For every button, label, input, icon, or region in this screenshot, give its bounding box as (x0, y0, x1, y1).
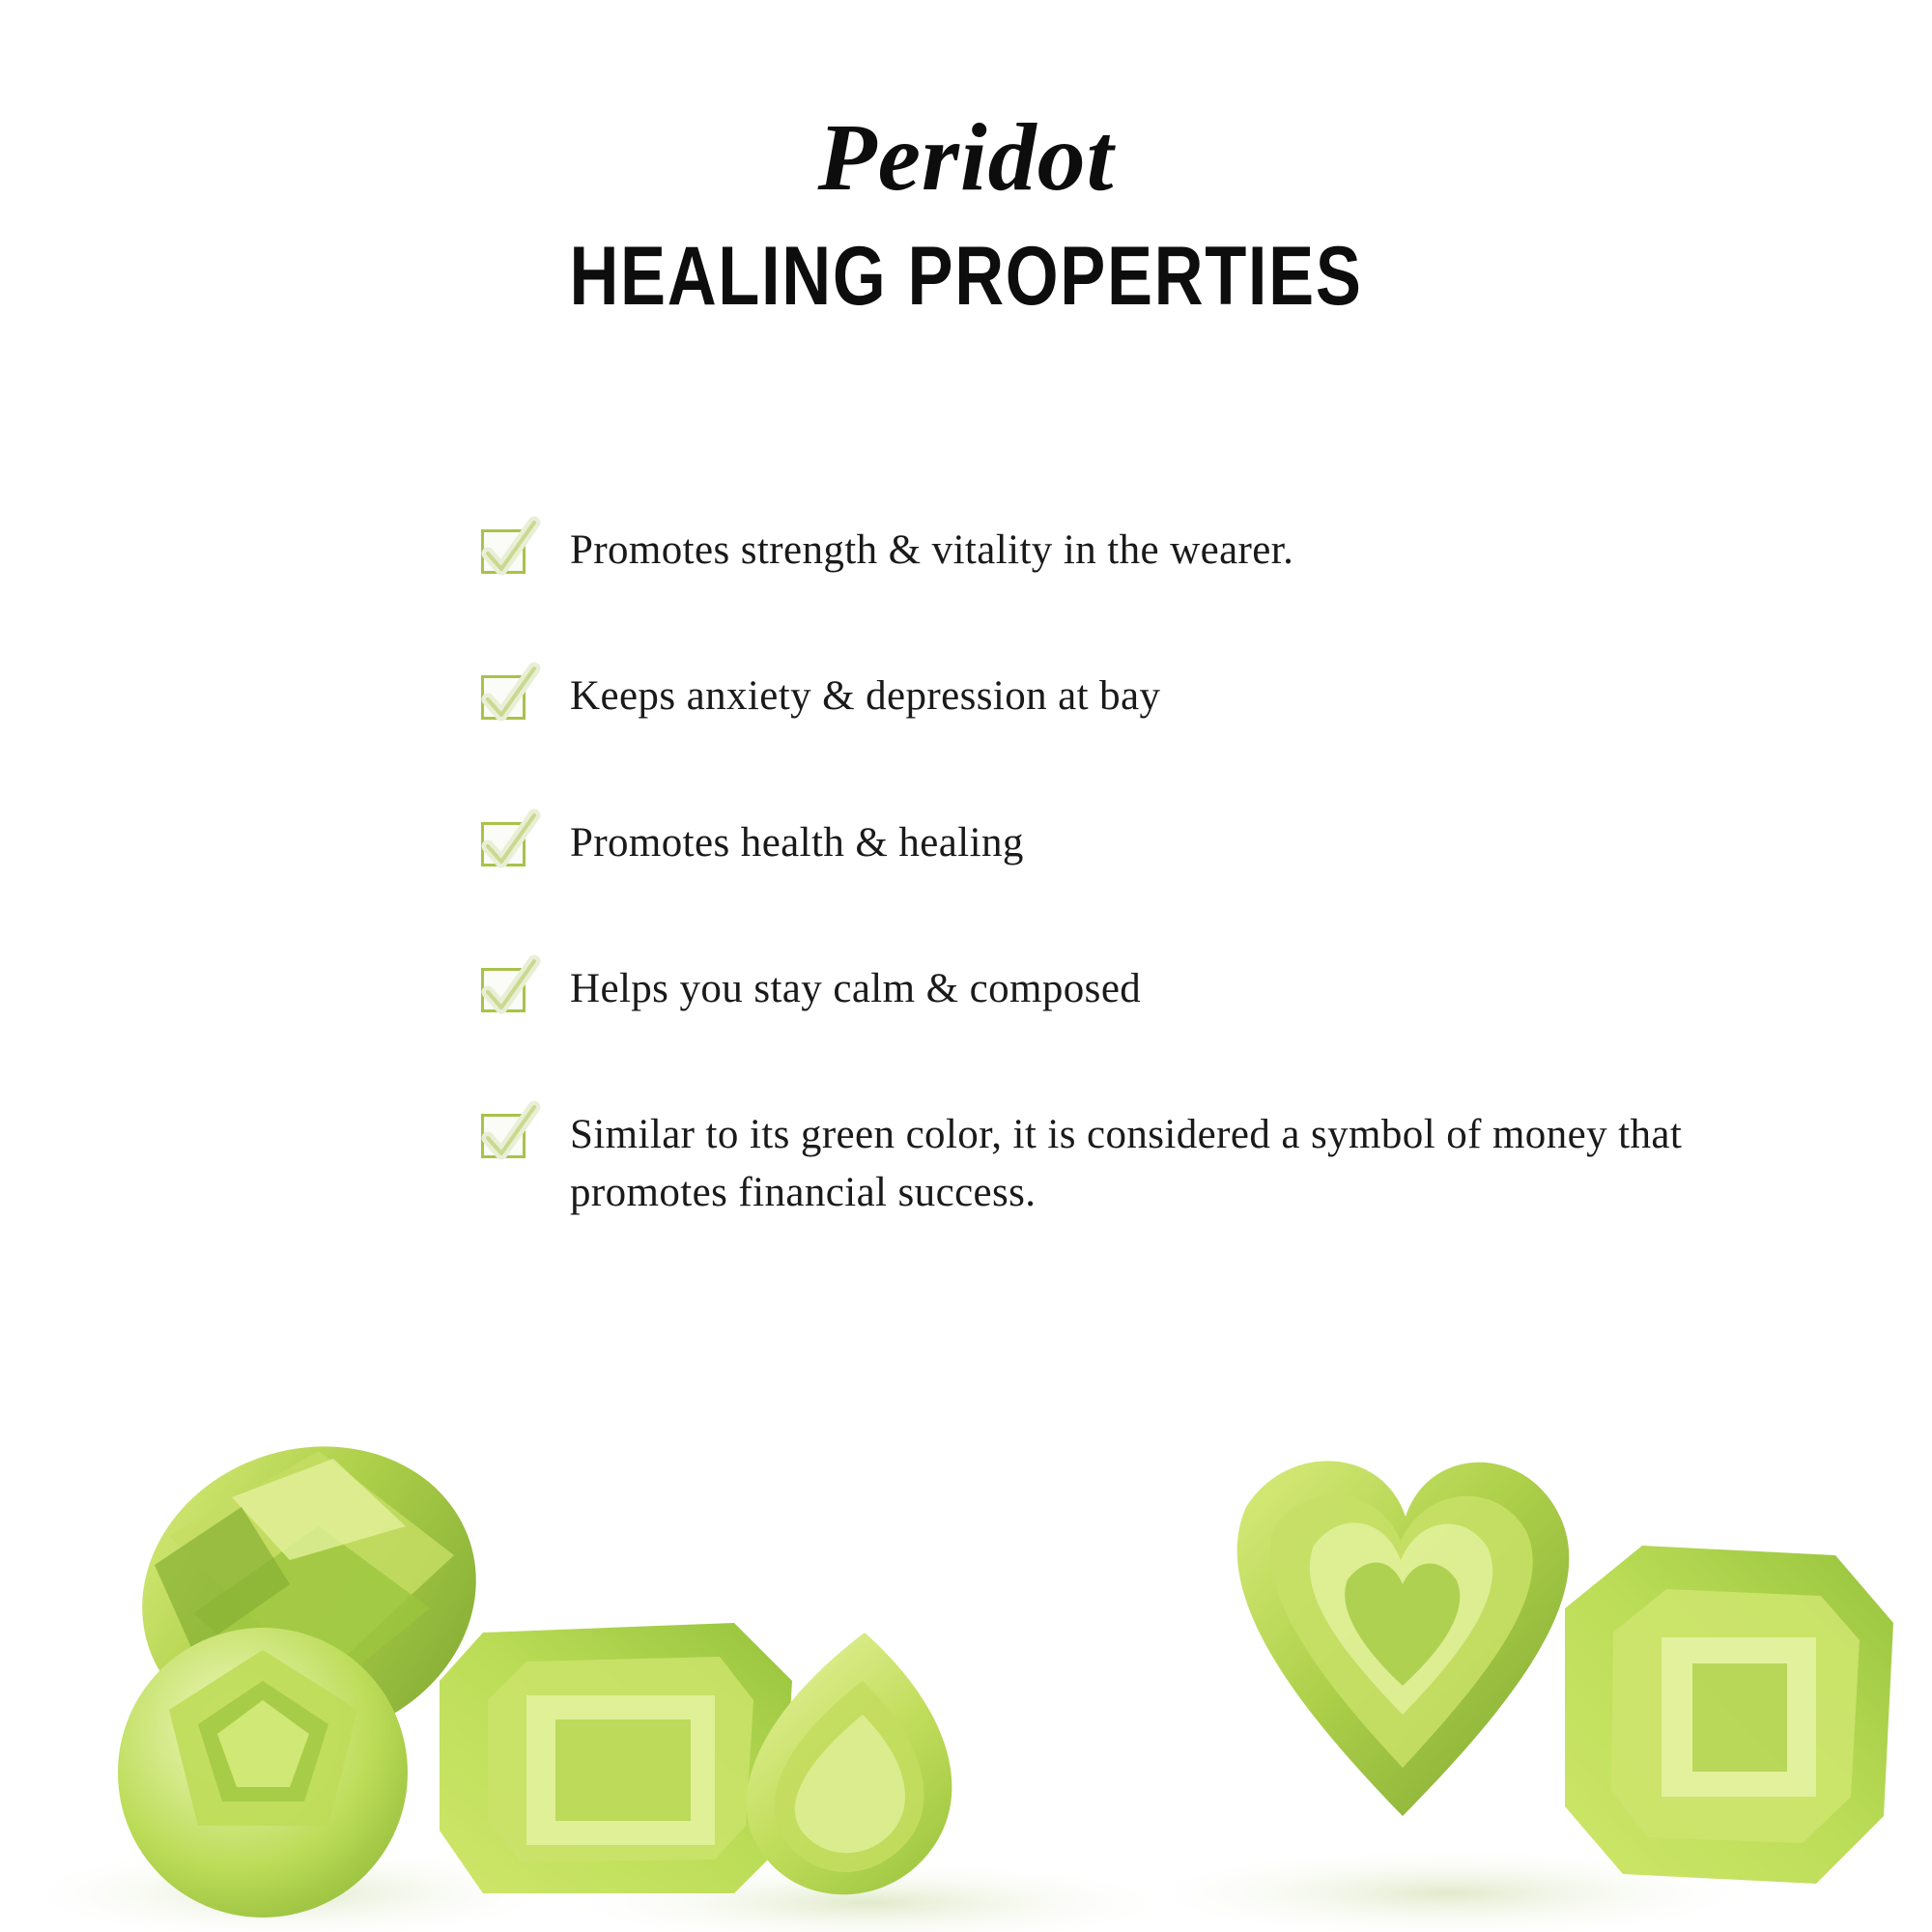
list-item (481, 522, 1795, 579)
peridot-gemstones-photo (0, 1391, 1932, 1932)
list-item-label: Keeps anxiety & depression at bay (570, 673, 1161, 720)
list-item-label: Similar to its green color, it is considered a symbol of money that promotes financial success. (570, 1112, 1683, 1215)
page-header (0, 103, 1932, 323)
list-item-label: Promotes health & healing (570, 819, 1024, 866)
list-item-label: Helps you stay calm & composed (570, 965, 1142, 1011)
benefits-list (481, 522, 1795, 1221)
check-icon (481, 822, 526, 867)
list-item-label: Promotes strength & vitality in the wearer. (570, 527, 1294, 573)
list-item (481, 668, 1795, 724)
check-icon (481, 1114, 526, 1158)
gem-square-cut (1565, 1546, 1893, 1884)
page-title: HEALING PROPERTIES (569, 230, 1363, 323)
gem-round-small (118, 1628, 408, 1918)
check-icon (481, 529, 526, 574)
gem-heart (1237, 1461, 1570, 1816)
list-item (481, 1106, 1795, 1221)
check-icon (481, 675, 526, 720)
check-icon (481, 968, 526, 1012)
page-title-script: Peridot (817, 103, 1115, 211)
list-item (481, 814, 1795, 871)
gem-emerald-cut (440, 1623, 792, 1893)
list-item (481, 960, 1795, 1017)
